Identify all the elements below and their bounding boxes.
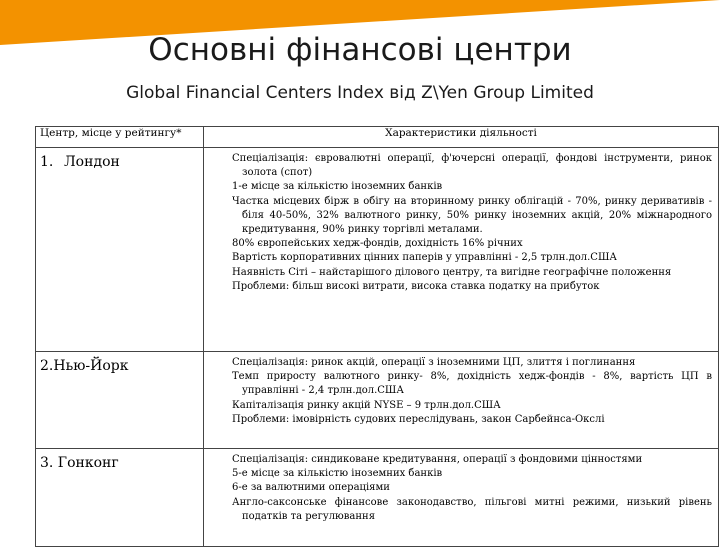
characteristic-line: Спеціалізація: євровалютні операції, ф'ючерсні операції, фондові інструменти, ринок золота (спот) [232, 153, 712, 179]
characteristics-cell-hong-kong [204, 449, 719, 547]
characteristic-line: Наявність Сіті – найстарішого ділового центру, та вигідне географічне положення [232, 266, 672, 278]
financial-centers-table [35, 126, 719, 547]
center-name: Лондон [64, 154, 120, 170]
characteristic-line: Проблеми: більш високі витрати, висока ставка податку на прибуток [232, 280, 600, 292]
page-subtitle: Global Financial Centers Index від Z\Yen Group Limited [126, 83, 594, 103]
center-number: 1. [40, 154, 54, 170]
table-row-new-york [36, 352, 719, 449]
characteristic-line: Вартість корпоративних цінних паперів у управлінні - 2,5 трлн.дол.США [232, 252, 617, 264]
center-cell-hong-kong: 3. Гонконг [36, 449, 204, 547]
characteristic-line: Спеціалізація: ринок акцій, операції з іноземними ЦП, злиття і поглинання [232, 357, 636, 368]
characteristic-line: Проблеми: імовірність судових переслідувань, закон Сарбейнса-Окслі [232, 413, 605, 425]
characteristic-line: 80% європейських хедж-фондів, дохідність 16% річних [232, 238, 523, 250]
header-characteristics: Характеристики діяльності [204, 127, 719, 148]
characteristic-line: 1-е місце за кількістю іноземних банків [232, 181, 443, 193]
table-row-hong-kong [36, 449, 719, 547]
characteristic-line: 6-е за валютними операціями [232, 482, 390, 494]
characteristic-line: Англо-саксонське фінансове законодавство, пільгові митні режими, низький рівень податків та регулювання [232, 496, 712, 522]
characteristic-line: Темп приросту валютного ринку- 8%, дохідність хедж-фондів - 8%, вартість ЦП в управлінні - 2,4 трлн.дол.США [232, 371, 712, 397]
center-cell-london [36, 148, 204, 352]
header-center: Центр, місце у рейтингу* [36, 127, 204, 148]
center-cell-new-york: 2.Нью-Йорк [36, 352, 204, 449]
characteristics-cell-london [204, 148, 719, 352]
characteristic-line: Спеціалізація: синдиковане кредитування, операції з фондовими цінностями [232, 454, 643, 465]
characteristic-line: Частка місцевих бірж в обігу на вторинному ринку облігацій - 70%, ринку деривативів - біля 40-50%, 32% валютного ринку, 50% ринку іноземних акцій, 20% міжнародного кредитування, 90% ринку торгівлі металами. [232, 195, 712, 236]
characteristic-line: Капіталізація ринку акцій NYSE – 9 трлн.дол.США [232, 399, 501, 411]
table-header-row [36, 127, 719, 148]
characteristics-cell-new-york [204, 352, 719, 449]
characteristic-line: 5-е місце за кількістю іноземних банків [232, 468, 443, 480]
table-row-london [36, 148, 719, 352]
page-title: Основні фінансові центри [148, 32, 572, 68]
